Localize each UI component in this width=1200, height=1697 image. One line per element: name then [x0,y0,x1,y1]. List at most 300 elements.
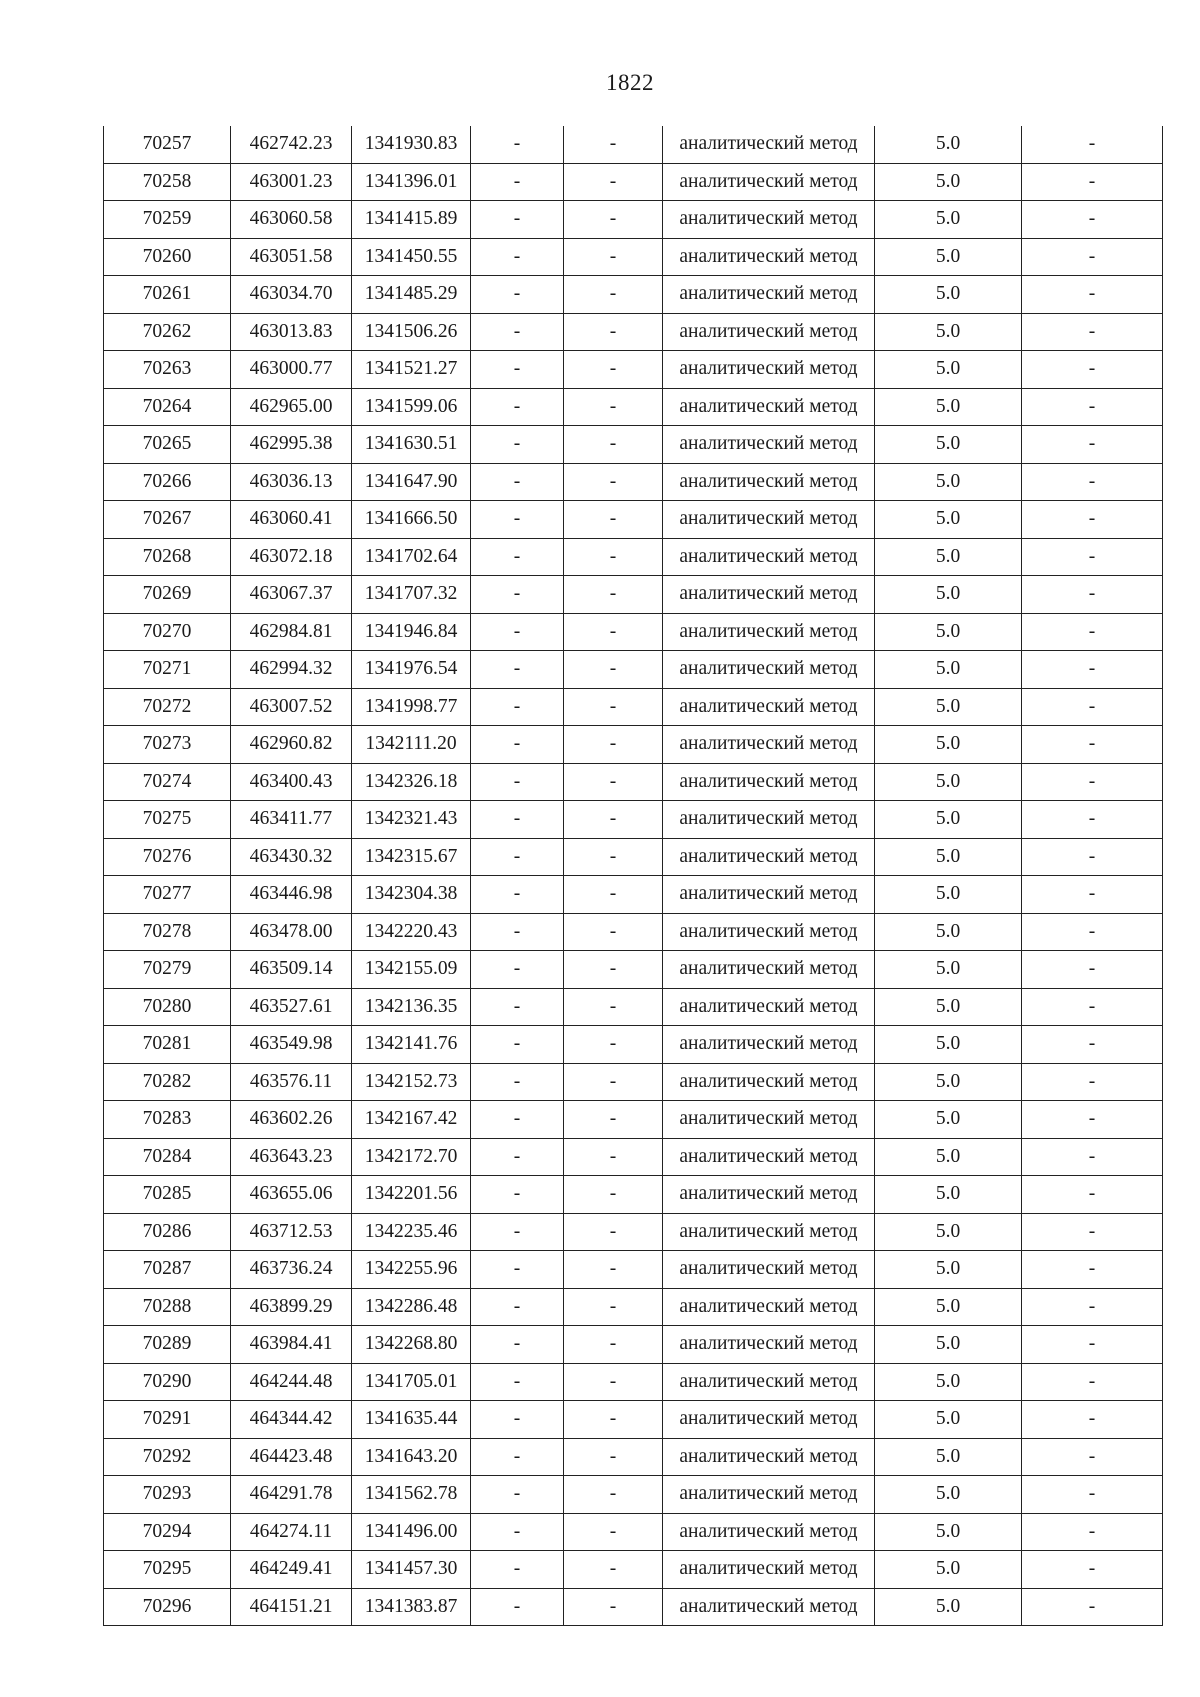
x-coordinate-cell: 464423.48 [231,1438,352,1476]
empty-cell: - [1022,576,1163,614]
empty-cell: - [471,613,564,651]
method-cell: аналитический метод [663,351,875,389]
x-coordinate-cell: 463643.23 [231,1138,352,1176]
empty-cell: - [564,876,663,914]
table-row [104,351,1163,389]
x-coordinate-cell: 463013.83 [231,313,352,351]
point-id-cell: 70295 [104,1551,231,1589]
x-coordinate-cell: 463067.37 [231,576,352,614]
accuracy-cell: 5.0 [875,763,1022,801]
accuracy-cell: 5.0 [875,126,1022,163]
y-coordinate-cell: 1341496.00 [352,1513,471,1551]
empty-cell: - [471,1513,564,1551]
point-id-cell: 70257 [104,126,231,163]
method-cell: аналитический метод [663,313,875,351]
empty-cell: - [471,1326,564,1364]
empty-cell: - [471,538,564,576]
empty-cell: - [564,651,663,689]
method-cell: аналитический метод [663,613,875,651]
point-id-cell: 70280 [104,988,231,1026]
method-cell: аналитический метод [663,1401,875,1439]
table-row [104,801,1163,839]
y-coordinate-cell: 1342326.18 [352,763,471,801]
x-coordinate-cell: 462984.81 [231,613,352,651]
empty-cell: - [564,688,663,726]
empty-cell: - [564,838,663,876]
empty-cell: - [1022,726,1163,764]
empty-cell: - [564,1101,663,1139]
method-cell: аналитический метод [663,1476,875,1514]
method-cell: аналитический метод [663,688,875,726]
accuracy-cell: 5.0 [875,1101,1022,1139]
empty-cell: - [471,1588,564,1626]
empty-cell: - [564,201,663,239]
page-number: 1822 [606,70,654,95]
y-coordinate-cell: 1342136.35 [352,988,471,1026]
empty-cell: - [564,726,663,764]
empty-cell: - [564,1326,663,1364]
empty-cell: - [564,426,663,464]
method-cell: аналитический метод [663,1513,875,1551]
empty-cell: - [471,501,564,539]
table-row [104,388,1163,426]
empty-cell: - [564,763,663,801]
empty-cell: - [471,651,564,689]
y-coordinate-cell: 1342111.20 [352,726,471,764]
empty-cell: - [1022,426,1163,464]
empty-cell: - [1022,351,1163,389]
empty-cell: - [471,576,564,614]
table-row [104,951,1163,989]
point-id-cell: 70284 [104,1138,231,1176]
method-cell: аналитический метод [663,651,875,689]
point-id-cell: 70270 [104,613,231,651]
x-coordinate-cell: 464344.42 [231,1401,352,1439]
point-id-cell: 70291 [104,1401,231,1439]
empty-cell: - [564,801,663,839]
table-row [104,201,1163,239]
table-row [104,1401,1163,1439]
table-row [104,688,1163,726]
accuracy-cell: 5.0 [875,1438,1022,1476]
accuracy-cell: 5.0 [875,1138,1022,1176]
point-id-cell: 70264 [104,388,231,426]
method-cell: аналитический метод [663,501,875,539]
x-coordinate-cell: 462960.82 [231,726,352,764]
table-row [104,1026,1163,1064]
empty-cell: - [564,313,663,351]
table-row [104,238,1163,276]
empty-cell: - [471,1476,564,1514]
empty-cell: - [564,988,663,1026]
empty-cell: - [471,1026,564,1064]
table-row [104,276,1163,314]
method-cell: аналитический метод [663,163,875,201]
table-row [104,1588,1163,1626]
accuracy-cell: 5.0 [875,1363,1022,1401]
empty-cell: - [564,1063,663,1101]
method-cell: аналитический метод [663,1551,875,1589]
empty-cell: - [1022,463,1163,501]
accuracy-cell: 5.0 [875,538,1022,576]
point-id-cell: 70268 [104,538,231,576]
coordinates-table-body [104,126,1163,1626]
point-id-cell: 70261 [104,276,231,314]
empty-cell: - [471,238,564,276]
accuracy-cell: 5.0 [875,576,1022,614]
point-id-cell: 70288 [104,1288,231,1326]
empty-cell: - [564,463,663,501]
point-id-cell: 70258 [104,163,231,201]
method-cell: аналитический метод [663,276,875,314]
table-row [104,501,1163,539]
accuracy-cell: 5.0 [875,688,1022,726]
table-row [104,1063,1163,1101]
accuracy-cell: 5.0 [875,1401,1022,1439]
point-id-cell: 70278 [104,913,231,951]
empty-cell: - [1022,1588,1163,1626]
y-coordinate-cell: 1341383.87 [352,1588,471,1626]
empty-cell: - [471,1401,564,1439]
x-coordinate-cell: 463736.24 [231,1251,352,1289]
method-cell: аналитический метод [663,538,875,576]
empty-cell: - [471,688,564,726]
empty-cell: - [1022,1476,1163,1514]
empty-cell: - [564,1513,663,1551]
x-coordinate-cell: 463446.98 [231,876,352,914]
empty-cell: - [1022,1438,1163,1476]
x-coordinate-cell: 464249.41 [231,1551,352,1589]
point-id-cell: 70262 [104,313,231,351]
point-id-cell: 70273 [104,726,231,764]
point-id-cell: 70275 [104,801,231,839]
empty-cell: - [564,276,663,314]
point-id-cell: 70282 [104,1063,231,1101]
point-id-cell: 70260 [104,238,231,276]
accuracy-cell: 5.0 [875,1588,1022,1626]
method-cell: аналитический метод [663,201,875,239]
table-row [104,1513,1163,1551]
table-row [104,613,1163,651]
empty-cell: - [1022,501,1163,539]
table-row [104,726,1163,764]
method-cell: аналитический метод [663,951,875,989]
point-id-cell: 70293 [104,1476,231,1514]
table-row [104,763,1163,801]
x-coordinate-cell: 464274.11 [231,1513,352,1551]
method-cell: аналитический метод [663,1176,875,1214]
table-row [104,313,1163,351]
y-coordinate-cell: 1341457.30 [352,1551,471,1589]
empty-cell: - [564,1588,663,1626]
method-cell: аналитический метод [663,726,875,764]
accuracy-cell: 5.0 [875,1476,1022,1514]
x-coordinate-cell: 463000.77 [231,351,352,389]
y-coordinate-cell: 1341702.64 [352,538,471,576]
method-cell: аналитический метод [663,1213,875,1251]
empty-cell: - [471,1101,564,1139]
empty-cell: - [1022,163,1163,201]
method-cell: аналитический метод [663,126,875,163]
table-row [104,163,1163,201]
empty-cell: - [1022,1251,1163,1289]
empty-cell: - [564,1401,663,1439]
method-cell: аналитический метод [663,426,875,464]
empty-cell: - [1022,1176,1163,1214]
y-coordinate-cell: 1341647.90 [352,463,471,501]
table-row [104,1476,1163,1514]
empty-cell: - [564,1176,663,1214]
x-coordinate-cell: 462742.23 [231,126,352,163]
empty-cell: - [471,951,564,989]
accuracy-cell: 5.0 [875,1326,1022,1364]
empty-cell: - [471,1063,564,1101]
point-id-cell: 70259 [104,201,231,239]
accuracy-cell: 5.0 [875,613,1022,651]
accuracy-cell: 5.0 [875,463,1022,501]
y-coordinate-cell: 1341485.29 [352,276,471,314]
empty-cell: - [471,201,564,239]
y-coordinate-cell: 1341450.55 [352,238,471,276]
y-coordinate-cell: 1341396.01 [352,163,471,201]
table-row [104,1176,1163,1214]
table-row [104,1101,1163,1139]
y-coordinate-cell: 1341635.44 [352,1401,471,1439]
table-row [104,1288,1163,1326]
point-id-cell: 70289 [104,1326,231,1364]
point-id-cell: 70296 [104,1588,231,1626]
empty-cell: - [471,1363,564,1401]
empty-cell: - [471,913,564,951]
empty-cell: - [564,163,663,201]
empty-cell: - [564,1551,663,1589]
empty-cell: - [1022,1363,1163,1401]
x-coordinate-cell: 464151.21 [231,1588,352,1626]
point-id-cell: 70281 [104,1026,231,1064]
accuracy-cell: 5.0 [875,276,1022,314]
y-coordinate-cell: 1342304.38 [352,876,471,914]
point-id-cell: 70287 [104,1251,231,1289]
accuracy-cell: 5.0 [875,351,1022,389]
x-coordinate-cell: 463712.53 [231,1213,352,1251]
empty-cell: - [471,276,564,314]
accuracy-cell: 5.0 [875,1551,1022,1589]
accuracy-cell: 5.0 [875,238,1022,276]
empty-cell: - [564,1026,663,1064]
accuracy-cell: 5.0 [875,951,1022,989]
method-cell: аналитический метод [663,1288,875,1326]
empty-cell: - [471,1438,564,1476]
method-cell: аналитический метод [663,1063,875,1101]
x-coordinate-cell: 462995.38 [231,426,352,464]
table-row [104,913,1163,951]
empty-cell: - [1022,1101,1163,1139]
empty-cell: - [564,613,663,651]
empty-cell: - [471,838,564,876]
x-coordinate-cell: 463549.98 [231,1026,352,1064]
method-cell: аналитический метод [663,913,875,951]
accuracy-cell: 5.0 [875,801,1022,839]
table-row [104,838,1163,876]
empty-cell: - [564,501,663,539]
method-cell: аналитический метод [663,1138,875,1176]
empty-cell: - [1022,763,1163,801]
table-row [104,1251,1163,1289]
x-coordinate-cell: 463072.18 [231,538,352,576]
empty-cell: - [564,351,663,389]
method-cell: аналитический метод [663,1588,875,1626]
accuracy-cell: 5.0 [875,1026,1022,1064]
table-row [104,1438,1163,1476]
table-row [104,463,1163,501]
empty-cell: - [471,876,564,914]
table-row [104,1326,1163,1364]
empty-cell: - [564,1476,663,1514]
y-coordinate-cell: 1342167.42 [352,1101,471,1139]
y-coordinate-cell: 1341946.84 [352,613,471,651]
table-row [104,651,1163,689]
table-row [104,1138,1163,1176]
empty-cell: - [1022,1063,1163,1101]
empty-cell: - [471,1288,564,1326]
x-coordinate-cell: 464244.48 [231,1363,352,1401]
point-id-cell: 70263 [104,351,231,389]
empty-cell: - [1022,688,1163,726]
accuracy-cell: 5.0 [875,651,1022,689]
point-id-cell: 70274 [104,763,231,801]
y-coordinate-cell: 1342201.56 [352,1176,471,1214]
method-cell: аналитический метод [663,463,875,501]
y-coordinate-cell: 1341643.20 [352,1438,471,1476]
method-cell: аналитический метод [663,1026,875,1064]
empty-cell: - [1022,613,1163,651]
empty-cell: - [564,913,663,951]
empty-cell: - [564,126,663,163]
x-coordinate-cell: 463899.29 [231,1288,352,1326]
method-cell: аналитический метод [663,1363,875,1401]
accuracy-cell: 5.0 [875,726,1022,764]
table-row [104,576,1163,614]
point-id-cell: 70272 [104,688,231,726]
point-id-cell: 70269 [104,576,231,614]
y-coordinate-cell: 1342155.09 [352,951,471,989]
accuracy-cell: 5.0 [875,426,1022,464]
empty-cell: - [1022,801,1163,839]
method-cell: аналитический метод [663,763,875,801]
method-cell: аналитический метод [663,838,875,876]
y-coordinate-cell: 1342152.73 [352,1063,471,1101]
empty-cell: - [1022,276,1163,314]
empty-cell: - [471,1138,564,1176]
empty-cell: - [1022,1551,1163,1589]
method-cell: аналитический метод [663,238,875,276]
empty-cell: - [1022,1288,1163,1326]
empty-cell: - [471,126,564,163]
y-coordinate-cell: 1342255.96 [352,1251,471,1289]
method-cell: аналитический метод [663,876,875,914]
empty-cell: - [1022,126,1163,163]
x-coordinate-cell: 463576.11 [231,1063,352,1101]
accuracy-cell: 5.0 [875,1288,1022,1326]
coordinates-table [103,126,1163,1626]
table-row [104,126,1163,163]
x-coordinate-cell: 462994.32 [231,651,352,689]
empty-cell: - [1022,1213,1163,1251]
x-coordinate-cell: 463478.00 [231,913,352,951]
point-id-cell: 70267 [104,501,231,539]
empty-cell: - [1022,951,1163,989]
empty-cell: - [1022,1326,1163,1364]
y-coordinate-cell: 1342286.48 [352,1288,471,1326]
y-coordinate-cell: 1342220.43 [352,913,471,951]
empty-cell: - [564,576,663,614]
y-coordinate-cell: 1342235.46 [352,1213,471,1251]
method-cell: аналитический метод [663,1438,875,1476]
empty-cell: - [1022,238,1163,276]
empty-cell: - [471,1551,564,1589]
x-coordinate-cell: 463060.41 [231,501,352,539]
y-coordinate-cell: 1341521.27 [352,351,471,389]
method-cell: аналитический метод [663,988,875,1026]
empty-cell: - [471,463,564,501]
x-coordinate-cell: 463001.23 [231,163,352,201]
y-coordinate-cell: 1341976.54 [352,651,471,689]
empty-cell: - [564,1251,663,1289]
empty-cell: - [1022,1138,1163,1176]
y-coordinate-cell: 1342141.76 [352,1026,471,1064]
point-id-cell: 70266 [104,463,231,501]
point-id-cell: 70290 [104,1363,231,1401]
point-id-cell: 70292 [104,1438,231,1476]
x-coordinate-cell: 462965.00 [231,388,352,426]
point-id-cell: 70283 [104,1101,231,1139]
y-coordinate-cell: 1342172.70 [352,1138,471,1176]
y-coordinate-cell: 1341998.77 [352,688,471,726]
empty-cell: - [471,313,564,351]
x-coordinate-cell: 463509.14 [231,951,352,989]
empty-cell: - [564,1288,663,1326]
point-id-cell: 70277 [104,876,231,914]
empty-cell: - [564,1213,663,1251]
y-coordinate-cell: 1341707.32 [352,576,471,614]
empty-cell: - [564,951,663,989]
empty-cell: - [1022,201,1163,239]
empty-cell: - [471,1213,564,1251]
empty-cell: - [564,1138,663,1176]
accuracy-cell: 5.0 [875,988,1022,1026]
empty-cell: - [471,1251,564,1289]
x-coordinate-cell: 463430.32 [231,838,352,876]
x-coordinate-cell: 463602.26 [231,1101,352,1139]
empty-cell: - [1022,1401,1163,1439]
table-row [104,1213,1163,1251]
x-coordinate-cell: 463400.43 [231,763,352,801]
accuracy-cell: 5.0 [875,1513,1022,1551]
accuracy-cell: 5.0 [875,913,1022,951]
accuracy-cell: 5.0 [875,838,1022,876]
empty-cell: - [471,1176,564,1214]
point-id-cell: 70285 [104,1176,231,1214]
y-coordinate-cell: 1341599.06 [352,388,471,426]
empty-cell: - [1022,876,1163,914]
method-cell: аналитический метод [663,388,875,426]
x-coordinate-cell: 463984.41 [231,1326,352,1364]
y-coordinate-cell: 1341562.78 [352,1476,471,1514]
empty-cell: - [564,1363,663,1401]
x-coordinate-cell: 463034.70 [231,276,352,314]
accuracy-cell: 5.0 [875,1213,1022,1251]
empty-cell: - [1022,1026,1163,1064]
